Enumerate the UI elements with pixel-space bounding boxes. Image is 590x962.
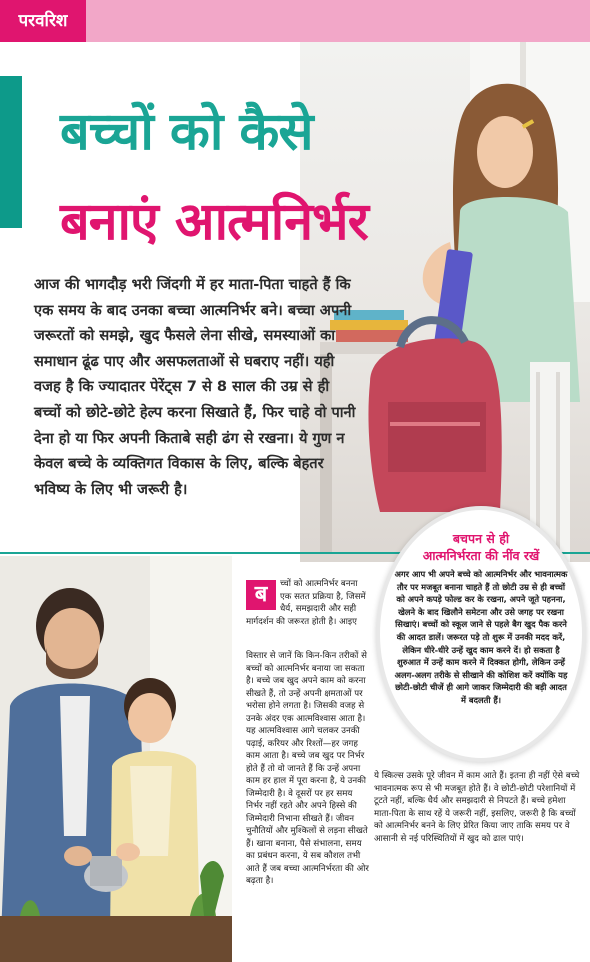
body-column-2: ये स्किल्स उसके पूरे जीवन में काम आते हैं। इतना ही नहीं ऐसे बच्चे भावनात्मक रूप से भी मजबूत होते हैं। वे छोटी-छोटी परेशानियों में टूटते नहीं, बल्कि धैर्य और समझदारी से निपटते हैं। बच्चे हमेशा माता-पिता के साथ रहें ये जरूरी नहीं, इसलिए, जरूरी है कि बच्चों को आत्मनिर्भर बनने के लिए प्रेरित किया जाए ताकि समय पर वे आसानी से नई परिस्थितियों में खुद को ढाल पाएं। — [374, 771, 580, 844]
father-son-gardening-illustration — [0, 556, 232, 962]
tip-circle-text: अगर आप भी अपने बच्चे को आत्मनिर्भर और भावनात्मक तौर पर मजबूत बनाना चाहते हैं तो छोटी उम्र से ही बच्चों को अपने कपड़े फोल्ड कर के रखना, अपने जूते पहनना, खेलने के बाद खिलौने समेटना और उसे जगह पर रखना सिखाएं। बच्चों को स्कूल जाने से पहले बैग खुद पैक करने की आदत डालें। जरूरत पड़े तो शुरू में उनकी मदद करें, लेकिन धीरे-धीरे उन्हें खुद काम करने दें। हो सकता है शुरुआत में उन्हें काम करने में दिक्कत होगी, लेकिन उन्हें अलग-अलग तरीके से सीखाने की कोशिश करें क्योंकि यह छोटी-छोटी चीजें ही आगे जाकर जिम्मेदारी की बड़ी आदत में बदलती हैं। — [394, 569, 568, 705]
section-tag: परवरिश — [0, 0, 86, 42]
headline-line-1: बच्चों को कैसे — [60, 102, 313, 162]
drop-cap: ब — [246, 580, 276, 610]
accent-stripe — [0, 76, 22, 228]
headline-line-2: बनाएं आत्मनिर्भर — [60, 192, 368, 252]
top-banner — [0, 0, 590, 42]
body-column-1-top — [246, 578, 368, 628]
intro-paragraph: आज की भागदौड़ भरी जिंदगी में हर माता-पिता चाहते हैं कि एक समय के बाद उनका बच्चा आत्मनिर्भर बने। बच्चा अपनी जरूरतों को समझे, खुद फैसले लेना सीखे, समस्याओं का समाधान ढूंढ पाए और असफलताओं से घबराए नहीं। यही वजह है कि ज्यादातर पेरेंट्स 7 से 8 साल की उम्र से ही बच्चों को छोटे-छोटे हेल्प करना सिखाते हैं, फिर चाहे वो पानी देना हो या फिर अपनी किताबे सही ढंग से रखना। ये गुण न केवल बच्चे के व्यक्तिगत विकास के लिए, बल्कि बेहतर भविष्य के लिए भी जरूरी है। — [34, 276, 356, 498]
body-column-1: विस्तार से जानें कि किन-किन तरीकों से बच्चों को आत्मनिर्भर बनाया जा सकता है। बच्चे जब खुद अपने काम को करना सीखते हैं, तो उन्हें अपनी क्षमताओं पर भरोसा होने लगता है। जिसकी वजह से उनके अंदर एक आत्मविश्वास आता है। यह आत्मविश्वास आगे चलकर उनकी पढ़ाई, करियर और रिश्तों—हर जगह काम आता है। बच्चे जब खुद पर निर्भर होते हैं तो वो जानते हैं कि उन्हें अपना काम हर हाल में पूरा करना है, ये उनकी जिम्मेदारी है। वे दूसरों पर हर समय निर्भर नहीं रहते और अपने हिस्से की जिम्मेदारी निभाना सीखते हैं। जीवन चुनौतियों और मुश्किलों से लड़ना सीखते हैं। खाना बनाना, पैसे संभालना, समय का प्रबंधन करना, ये सब कौशल तभी आते हैं जब बच्चा आत्मनिर्भरता की ओर बढ़ता है। — [246, 651, 369, 886]
body-text-lead: च्चों को आत्मनिर्भर बनना एक सतत प्रक्रिया है, जिसमें धैर्य, समझदारी और सही मार्गदर्शन की जरूरत होती है। आइए — [246, 579, 366, 627]
tip-circle-heading — [376, 530, 586, 564]
tip-heading-line-1: बचपन से ही — [452, 531, 510, 546]
bottom-photo — [0, 556, 232, 962]
tip-heading-line-2: आत्मनिर्भरता की नींव रखें — [422, 548, 540, 563]
